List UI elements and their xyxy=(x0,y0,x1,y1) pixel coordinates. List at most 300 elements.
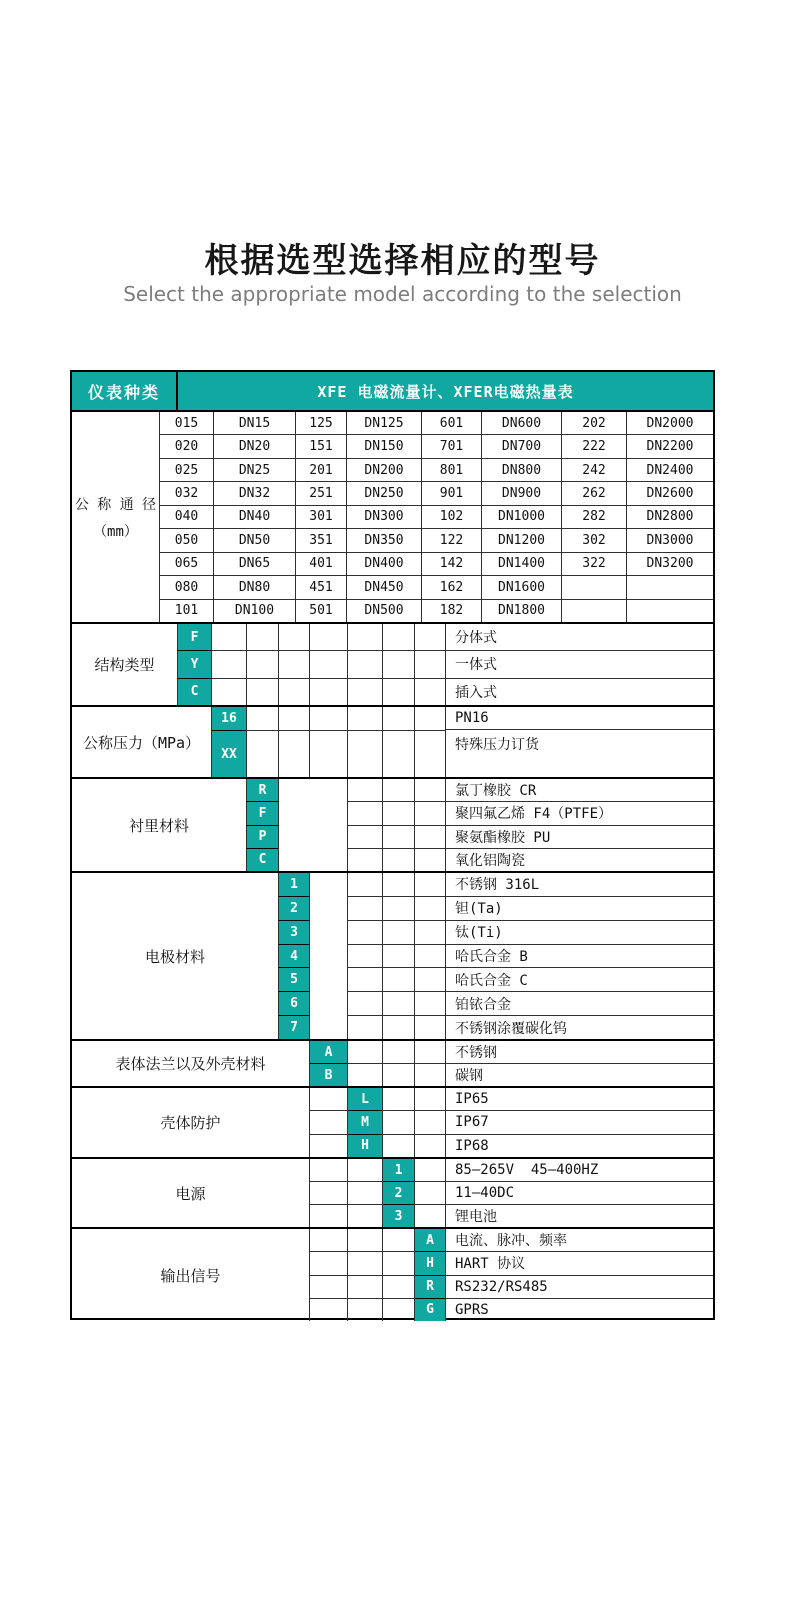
desc-cell: 不锈钢涂覆碳化钨 xyxy=(446,1015,713,1039)
filler-cell xyxy=(383,801,414,824)
filler-cell xyxy=(348,1229,382,1251)
code-cell: R xyxy=(415,1275,445,1298)
desc-column xyxy=(446,1041,713,1086)
filler-cell xyxy=(383,1275,414,1298)
grid-column xyxy=(383,1229,415,1321)
code-cell: 3 xyxy=(383,1204,414,1227)
filler-cell xyxy=(310,1229,347,1251)
nominal-diameter-section xyxy=(72,412,713,624)
filler-cell xyxy=(415,896,445,920)
dn-size-cell: DN1600 xyxy=(482,576,562,598)
grid-column xyxy=(348,873,383,1039)
dn-code-cell: 601 xyxy=(422,412,482,434)
dn-size-cell: DN150 xyxy=(347,435,422,457)
filler-cell xyxy=(348,779,382,801)
code-cell: A xyxy=(415,1229,445,1251)
code-cell: 3 xyxy=(279,920,309,944)
section xyxy=(72,1086,713,1157)
desc-cell: 聚氨酯橡胶 PU xyxy=(446,825,713,848)
dn-row xyxy=(160,552,713,575)
code-cell: 16 xyxy=(212,707,246,730)
grid-column xyxy=(415,873,446,1039)
dn-size-cell: DN2800 xyxy=(646,509,694,525)
nominal-diameter-label xyxy=(72,412,160,622)
desc-cell: 85—265V 45—400HZ xyxy=(455,1162,599,1178)
dn-size-cell: DN50 xyxy=(214,529,296,551)
section xyxy=(72,705,713,777)
filler-cell xyxy=(348,1063,382,1086)
code-cell: XX xyxy=(212,730,246,777)
section xyxy=(72,1157,713,1227)
dn-row xyxy=(160,575,713,598)
section xyxy=(72,1227,713,1321)
filler-cell xyxy=(415,650,445,677)
filler-cell xyxy=(415,730,445,777)
code-cell: 5 xyxy=(279,967,309,991)
dn-size-cell: DN1000 xyxy=(482,506,562,528)
desc-cell: 不锈钢 xyxy=(455,1045,497,1061)
dn-size-cell xyxy=(627,576,713,598)
section-label: 壳体防护 xyxy=(72,1088,310,1157)
section-label: 结构类型 xyxy=(72,624,178,705)
filler-cell xyxy=(348,873,382,896)
code-cell: B xyxy=(310,1063,347,1086)
code-cell: H xyxy=(348,1134,382,1157)
dn-code-cell: 901 xyxy=(422,482,482,504)
filler-cell xyxy=(247,707,278,730)
code-cell: A xyxy=(310,1041,347,1063)
filler-cell xyxy=(383,707,414,730)
desc-column xyxy=(446,873,713,1039)
dn-size-cell: DN1800 xyxy=(482,600,562,622)
dn-size-cell: DN40 xyxy=(214,506,296,528)
dn-size-cell: DN300 xyxy=(347,506,422,528)
desc-cell: PN16 xyxy=(455,709,489,726)
filler-cell xyxy=(348,707,382,730)
dn-size-cell: DN2600 xyxy=(646,486,694,502)
filler-cell xyxy=(212,650,246,677)
grid-column xyxy=(212,624,247,705)
filler-cell xyxy=(415,779,445,801)
grid-column xyxy=(310,624,348,705)
page-title: 根据选型选择相应的型号 xyxy=(204,241,601,281)
filler-cell xyxy=(348,1181,382,1204)
desc-cell: 聚四氟乙烯 F4（PTFE） xyxy=(446,801,713,824)
desc-cell: IP67 xyxy=(446,1110,713,1133)
header-model-names: XFE 电磁流量计、XFER电磁热量表 xyxy=(317,382,574,401)
dn-code-cell: 242 xyxy=(562,459,627,481)
dn-code-cell: 451 xyxy=(296,576,347,598)
dn-code-cell: 020 xyxy=(160,435,214,457)
code-cell: F xyxy=(247,801,278,824)
filler-cell xyxy=(310,1134,347,1157)
filler-cell xyxy=(279,624,309,650)
model-selection-table xyxy=(70,370,715,1320)
codes-column xyxy=(247,779,279,871)
filler-cell xyxy=(383,650,414,677)
filler-cell xyxy=(383,1110,414,1133)
dn-size-cell: DN250 xyxy=(347,482,422,504)
codes-column xyxy=(212,707,247,777)
dn-size-cell: DN65 xyxy=(214,553,296,575)
filler-cell xyxy=(415,1088,445,1110)
grid-column xyxy=(310,1088,348,1157)
codes-column xyxy=(279,873,310,1039)
grid-column xyxy=(383,707,415,777)
filler-cell xyxy=(415,1181,445,1204)
code-cell: 1 xyxy=(279,873,309,896)
filler-cell xyxy=(383,991,414,1015)
filler-cell xyxy=(310,650,347,677)
grid-column xyxy=(310,707,348,777)
code-cell: G xyxy=(415,1298,445,1321)
filler-cell xyxy=(415,1204,445,1227)
dn-size-cell: DN125 xyxy=(347,412,422,434)
grid-column xyxy=(415,707,446,777)
filler-cell xyxy=(383,624,414,650)
filler-cell xyxy=(383,825,414,848)
section-label: 公称压力（MPa） xyxy=(72,707,212,777)
dn-size-cell: DN500 xyxy=(347,600,422,622)
filler-cell xyxy=(383,944,414,968)
dn-size-cell: DN20 xyxy=(214,435,296,457)
dn-code-cell: 162 xyxy=(422,576,482,598)
codes-column xyxy=(383,1159,415,1227)
filler-cell xyxy=(415,1041,445,1063)
filler-cell xyxy=(279,730,309,777)
dn-size-cell: DN450 xyxy=(347,576,422,598)
filler-cell xyxy=(279,707,309,730)
dn-code-cell: 701 xyxy=(422,435,482,457)
desc-cell: 氧化铝陶瓷 xyxy=(446,848,713,871)
filler-cell xyxy=(348,1159,382,1181)
desc-column xyxy=(446,779,713,871)
nominal-diameter-label-line1: 公 称 通 径 xyxy=(74,496,157,513)
desc-cell: IP65 xyxy=(455,1091,489,1108)
section-label: 表体法兰以及外壳材料 xyxy=(72,1041,310,1086)
dn-size-cell: DN1400 xyxy=(482,553,562,575)
filler-cell xyxy=(415,1159,445,1181)
section-label: 输出信号 xyxy=(72,1229,310,1321)
filler-cell xyxy=(383,1251,414,1274)
dn-size-cell: DN15 xyxy=(214,412,296,434)
filler-cell xyxy=(247,678,278,705)
filler-cell xyxy=(383,896,414,920)
dn-code-cell xyxy=(562,576,627,598)
dn-row xyxy=(160,505,713,528)
dn-row xyxy=(160,481,713,504)
code-cell: 4 xyxy=(279,944,309,968)
section xyxy=(72,1039,713,1086)
filler-cell xyxy=(348,730,382,777)
grid-column xyxy=(383,779,415,871)
dn-code-cell: 125 xyxy=(296,412,347,434)
filler-cell xyxy=(348,848,382,871)
filler-cell xyxy=(310,624,347,650)
dn-code-cell: 040 xyxy=(160,506,214,528)
filler-cell xyxy=(383,1015,414,1039)
dn-size-cell: DN2000 xyxy=(646,415,694,431)
dn-code-cell: 301 xyxy=(296,506,347,528)
dn-code-cell: 101 xyxy=(160,600,214,622)
dn-code-cell: 302 xyxy=(562,529,627,551)
filler-cell xyxy=(383,1298,414,1321)
filler-cell xyxy=(415,991,445,1015)
filler-cell xyxy=(212,678,246,705)
filler-cell xyxy=(415,848,445,871)
dn-size-cell: DN80 xyxy=(214,576,296,598)
section xyxy=(72,777,713,871)
dn-size-cell: DN3200 xyxy=(646,556,694,572)
dn-code-cell: 015 xyxy=(160,412,214,434)
filler-cell xyxy=(415,1110,445,1133)
filler-cell xyxy=(415,967,445,991)
filler-cell xyxy=(279,650,309,677)
filler-cell xyxy=(348,944,382,968)
filler-cell xyxy=(348,650,382,677)
filler-cell xyxy=(310,1159,347,1181)
filler-cell xyxy=(383,779,414,801)
table-header-row xyxy=(72,372,713,412)
dn-size-cell: DN2400 xyxy=(646,462,694,478)
filler-cell xyxy=(212,624,246,650)
blank-column xyxy=(310,873,348,1039)
grid-column xyxy=(279,624,310,705)
dn-size-cell: DN100 xyxy=(214,600,296,622)
filler-cell xyxy=(415,944,445,968)
filler-cell xyxy=(348,1251,382,1274)
section-label: 电源 xyxy=(72,1159,310,1227)
code-cell: 2 xyxy=(383,1181,414,1204)
desc-cell: 11—40DC xyxy=(446,1181,713,1204)
dn-code-cell: 122 xyxy=(422,529,482,551)
filler-cell xyxy=(310,1251,347,1274)
codes-column xyxy=(178,624,212,705)
desc-cell: 插入式 xyxy=(446,678,713,705)
nominal-diameter-label-line2: （mm） xyxy=(93,523,138,540)
grid-column xyxy=(415,779,446,871)
dn-size-cell: DN350 xyxy=(347,529,422,551)
dn-code-cell: 401 xyxy=(296,553,347,575)
filler-cell xyxy=(348,920,382,944)
dn-code-cell: 065 xyxy=(160,553,214,575)
desc-cell: 氯丁橡胶 CR xyxy=(455,783,537,800)
dn-code-cell: 501 xyxy=(296,600,347,622)
grid-column xyxy=(279,707,310,777)
filler-cell xyxy=(310,1298,347,1321)
filler-cell xyxy=(415,678,445,705)
filler-cell xyxy=(247,650,278,677)
section-label: 电极材料 xyxy=(72,873,279,1039)
dn-code-cell: 151 xyxy=(296,435,347,457)
dn-code-cell: 201 xyxy=(296,459,347,481)
grid-column xyxy=(348,1229,383,1321)
dn-size-cell: DN400 xyxy=(347,553,422,575)
desc-cell: HART 协议 xyxy=(446,1251,713,1274)
dn-code-cell: 032 xyxy=(160,482,214,504)
filler-cell xyxy=(310,1275,347,1298)
code-cell: C xyxy=(178,678,211,705)
code-cell: Y xyxy=(178,650,211,677)
desc-column xyxy=(446,707,713,777)
grid-column xyxy=(348,707,383,777)
desc-cell: 锂电池 xyxy=(446,1204,713,1227)
code-cell: 2 xyxy=(279,896,309,920)
code-cell: L xyxy=(348,1088,382,1110)
filler-cell xyxy=(383,678,414,705)
filler-cell xyxy=(279,678,309,705)
filler-cell xyxy=(383,848,414,871)
filler-cell xyxy=(383,1041,414,1063)
desc-cell: 钽(Ta) xyxy=(446,896,713,920)
filler-cell xyxy=(348,678,382,705)
code-cell: 7 xyxy=(279,1015,309,1039)
filler-cell xyxy=(310,707,347,730)
grid-column xyxy=(348,1159,383,1227)
desc-cell: 不锈钢 316L xyxy=(455,877,540,894)
dn-rows xyxy=(160,412,713,622)
desc-column xyxy=(446,1229,713,1321)
filler-cell xyxy=(383,920,414,944)
dn-code-cell: 351 xyxy=(296,529,347,551)
code-cell: P xyxy=(247,825,278,848)
filler-cell xyxy=(348,991,382,1015)
grid-column xyxy=(415,624,446,705)
dn-code-cell: 262 xyxy=(562,482,627,504)
grid-column xyxy=(415,1159,446,1227)
dn-size-cell: DN2200 xyxy=(646,439,694,455)
code-cell: 1 xyxy=(383,1159,414,1181)
filler-cell xyxy=(348,1041,382,1063)
filler-cell xyxy=(348,1275,382,1298)
dn-code-cell xyxy=(562,600,627,622)
filler-cell xyxy=(310,678,347,705)
filler-cell xyxy=(310,1204,347,1227)
dn-code-cell: 251 xyxy=(296,482,347,504)
code-cell: C xyxy=(247,848,278,871)
filler-cell xyxy=(415,825,445,848)
dn-code-cell: 050 xyxy=(160,529,214,551)
dn-row xyxy=(160,458,713,481)
code-cell: H xyxy=(415,1251,445,1274)
grid-column xyxy=(348,779,383,871)
grid-column xyxy=(348,624,383,705)
header-instrument-type: 仪表种类 xyxy=(72,372,178,410)
grid-column xyxy=(310,1159,348,1227)
dn-code-cell: 080 xyxy=(160,576,214,598)
desc-cell: 分体式 xyxy=(455,630,497,647)
dn-size-cell: DN3000 xyxy=(646,532,694,548)
dn-code-cell: 222 xyxy=(562,435,627,457)
desc-cell: 一体式 xyxy=(446,650,713,677)
section xyxy=(72,624,713,705)
dn-row xyxy=(160,599,713,622)
grid-column xyxy=(383,624,415,705)
filler-cell xyxy=(415,873,445,896)
blank-column xyxy=(279,779,348,871)
page-subtitle: Select the appropriate model according to the selection xyxy=(123,282,682,306)
dn-code-cell: 801 xyxy=(422,459,482,481)
filler-cell xyxy=(310,730,347,777)
dn-row xyxy=(160,528,713,551)
filler-cell xyxy=(348,1298,382,1321)
codes-column xyxy=(310,1041,348,1086)
desc-column xyxy=(446,624,713,705)
section xyxy=(72,871,713,1039)
filler-cell xyxy=(348,801,382,824)
dn-code-cell: 282 xyxy=(562,506,627,528)
filler-cell xyxy=(415,1134,445,1157)
filler-cell xyxy=(383,1063,414,1086)
filler-cell xyxy=(383,730,414,777)
filler-cell xyxy=(415,920,445,944)
filler-cell xyxy=(415,624,445,650)
filler-cell xyxy=(310,1088,347,1110)
filler-cell xyxy=(247,730,278,777)
dn-size-cell: DN32 xyxy=(214,482,296,504)
dn-code-cell: 322 xyxy=(562,553,627,575)
desc-column xyxy=(446,1159,713,1227)
dn-size-cell: DN700 xyxy=(482,435,562,457)
filler-cell xyxy=(415,1015,445,1039)
dn-size-cell: DN600 xyxy=(482,412,562,434)
desc-column xyxy=(446,1088,713,1157)
filler-cell xyxy=(415,801,445,824)
grid-column xyxy=(383,873,415,1039)
dn-size-cell: DN800 xyxy=(482,459,562,481)
filler-cell xyxy=(348,825,382,848)
dn-code-cell: 182 xyxy=(422,600,482,622)
filler-cell xyxy=(348,967,382,991)
grid-column xyxy=(415,1041,446,1086)
filler-cell xyxy=(383,967,414,991)
dn-row xyxy=(160,434,713,457)
dn-size-cell: DN200 xyxy=(347,459,422,481)
dn-size-cell: DN900 xyxy=(482,482,562,504)
desc-cell: RS232/RS485 xyxy=(446,1275,713,1298)
desc-cell: 电流、脉冲、频率 xyxy=(455,1233,567,1250)
filler-cell xyxy=(348,896,382,920)
codes-column xyxy=(415,1229,446,1321)
desc-cell: 特殊压力订货 xyxy=(446,729,713,777)
dn-code-cell: 025 xyxy=(160,459,214,481)
desc-cell: 铂铱合金 xyxy=(446,991,713,1015)
dn-code-cell: 202 xyxy=(562,412,627,434)
dn-code-cell: 142 xyxy=(422,553,482,575)
desc-cell: 碳钢 xyxy=(446,1063,713,1086)
grid-column xyxy=(383,1041,415,1086)
code-cell: 6 xyxy=(279,991,309,1015)
filler-cell xyxy=(247,624,278,650)
filler-cell xyxy=(383,1229,414,1251)
filler-cell xyxy=(383,1088,414,1110)
desc-cell: 哈氏合金 C xyxy=(446,967,713,991)
desc-cell: 钛(Ti) xyxy=(446,920,713,944)
dn-row xyxy=(160,412,713,434)
filler-cell xyxy=(348,1204,382,1227)
filler-cell xyxy=(415,707,445,730)
filler-cell xyxy=(348,1015,382,1039)
grid-column xyxy=(247,624,279,705)
filler-cell xyxy=(383,873,414,896)
desc-cell: 哈氏合金 B xyxy=(446,944,713,968)
grid-column xyxy=(247,707,279,777)
section-label: 衬里材料 xyxy=(72,779,247,871)
code-cell: M xyxy=(348,1110,382,1133)
grid-column xyxy=(383,1088,415,1157)
filler-cell xyxy=(415,1063,445,1086)
grid-column xyxy=(310,1229,348,1321)
